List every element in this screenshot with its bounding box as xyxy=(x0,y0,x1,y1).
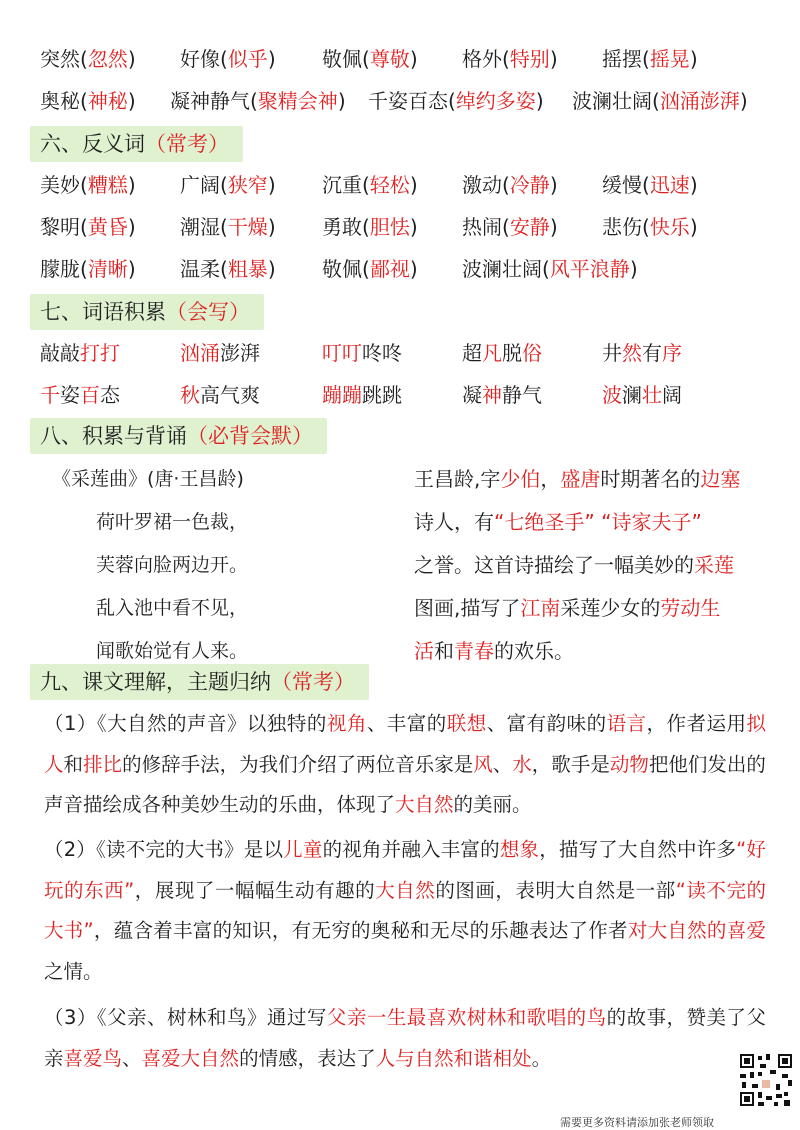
seg: 态 xyxy=(100,383,120,407)
poem-line: 芙蓉向脸两边开。 xyxy=(96,554,249,576)
seg: 神 xyxy=(482,383,502,407)
seg: 的图画，表明大自然是一部 xyxy=(435,878,676,902)
answer: 狭窄 xyxy=(227,173,268,197)
seg: 水 xyxy=(512,752,532,776)
seg: 咚咚 xyxy=(362,341,402,365)
summary-paragraph-1 xyxy=(44,704,766,826)
seg: 喜爱鸟 xyxy=(63,1046,123,1070)
seg: 千 xyxy=(40,383,60,407)
section-title: 八、积累与背诵 xyxy=(40,424,187,448)
seg: 的美丽。 xyxy=(453,793,532,816)
word: 潮湿 xyxy=(180,215,220,239)
antonym-pair: 热闹(安静) xyxy=(462,215,558,239)
seg: 图画,描写了 xyxy=(414,596,521,620)
answer: 轻松 xyxy=(369,173,410,197)
section-title: 七、词语积累 xyxy=(40,300,166,324)
seg: 想象 xyxy=(499,838,540,861)
seg: 、富有韵味的 xyxy=(486,712,607,735)
antonym-pair: 广阔(狭窄) xyxy=(180,173,276,197)
section-9-heading xyxy=(30,664,369,700)
seg: 采莲少女的 xyxy=(560,596,661,620)
seg: 对大自然的喜爱 xyxy=(627,919,766,942)
seg: 拟人 xyxy=(44,712,766,776)
seg: 诗人，有 xyxy=(414,510,494,534)
word: 热闹 xyxy=(462,215,502,239)
seg: ，描写了大自然中许多 xyxy=(539,838,737,861)
antonym-pair: 敬佩(鄙视) xyxy=(322,257,418,281)
synonym-pair: 好像(似乎) xyxy=(180,47,276,71)
synonym-pair: 敬佩(尊敬) xyxy=(322,47,418,71)
summary-paragraph-2 xyxy=(44,830,766,992)
seg: （3）《父亲、树林和鸟》通过写 xyxy=(44,1006,327,1029)
vocab-item xyxy=(602,334,682,372)
seg: 时期著名的 xyxy=(600,467,701,491)
seg: 打打 xyxy=(80,341,120,365)
antonym-pair: 黎明(黄昏) xyxy=(40,215,136,239)
seg: 之情。 xyxy=(44,959,103,983)
answer: 风平浪静 xyxy=(549,257,630,281)
vocab-item xyxy=(40,334,120,372)
seg: “诗家夫子” xyxy=(601,510,702,534)
poem-line: 荷叶罗裙一色裁， xyxy=(96,511,249,533)
seg: “七绝圣手” xyxy=(494,510,595,534)
section-tag: （常考） xyxy=(145,132,229,156)
antonym-row-2 xyxy=(0,208,800,246)
seg: 、 xyxy=(492,752,513,776)
vocab-item xyxy=(180,334,260,372)
synonym-pair: 千姿百态(绰约多姿) xyxy=(368,89,544,113)
seg: 的故事，赞美了父亲 xyxy=(44,1006,766,1070)
seg: 超 xyxy=(462,341,482,365)
synonym-pair: 波澜壮阔(汹涌澎湃) xyxy=(572,89,748,113)
answer: 绰约多姿 xyxy=(455,89,536,113)
answer: 忽然 xyxy=(87,47,128,71)
word: 黎明 xyxy=(40,215,80,239)
answer: 鄙视 xyxy=(369,257,410,281)
word: 敬佩 xyxy=(322,47,362,71)
vocab-item xyxy=(462,334,542,372)
answer: 尊敬 xyxy=(369,47,410,71)
seg: 跳跳 xyxy=(362,383,402,407)
antonym-pair: 温柔(粗暴) xyxy=(180,257,276,281)
poem-line: 乱入池中看不见， xyxy=(96,597,249,619)
seg: 。 xyxy=(531,1046,552,1070)
seg: 语言 xyxy=(606,712,647,735)
seg: 的情感，表达了 xyxy=(239,1046,376,1070)
word: 激动 xyxy=(462,173,502,197)
section-7-heading xyxy=(30,294,264,330)
word: 沉重 xyxy=(322,173,362,197)
seg: 动物 xyxy=(609,752,649,776)
seg: 井 xyxy=(602,341,622,365)
seg: 姿 xyxy=(60,383,80,407)
qr-code-icon xyxy=(738,1052,794,1108)
section-tag: （常考） xyxy=(271,670,355,694)
seg: 的视角并融入丰富的 xyxy=(322,838,500,861)
seg: “好玩的东西” xyxy=(44,838,766,902)
vocab-item xyxy=(322,376,402,414)
seg: 活 xyxy=(414,639,434,663)
summary-paragraph-3 xyxy=(44,998,766,1079)
synonym-row-1 xyxy=(0,40,800,78)
word: 凝神静气 xyxy=(170,89,250,113)
vocab-row-2 xyxy=(0,376,800,414)
seg: 喜爱大自然 xyxy=(141,1046,240,1070)
seg: 大自然 xyxy=(395,793,454,816)
poem-line: 闻歌始觉有人来。 xyxy=(96,640,249,662)
seg: 、 xyxy=(122,1046,142,1070)
word: 突然 xyxy=(40,47,80,71)
antonym-pair: 波澜壮阔(风平浪静) xyxy=(462,257,638,281)
answer: 特别 xyxy=(509,47,550,71)
word: 好像 xyxy=(180,47,220,71)
seg: 阔 xyxy=(662,383,682,407)
section-6-heading xyxy=(30,126,243,162)
seg: （1）《大自然的声音》以独特的 xyxy=(44,712,327,735)
seg: 俗 xyxy=(522,341,542,365)
answer: 汹涌澎湃 xyxy=(659,89,740,113)
answer: 迅速 xyxy=(649,173,690,197)
answer: 神秘 xyxy=(87,89,128,113)
answer: 干燥 xyxy=(227,215,268,239)
answer: 粗暴 xyxy=(227,257,268,281)
synonym-row-2 xyxy=(0,82,800,120)
word: 奥秘 xyxy=(40,89,80,113)
seg: 高气爽 xyxy=(200,383,260,407)
word: 温柔 xyxy=(180,257,220,281)
poet-intro-line xyxy=(414,592,720,621)
antonym-row-1 xyxy=(0,166,800,204)
seg: 儿童 xyxy=(283,838,323,861)
word: 勇敢 xyxy=(322,215,362,239)
answer: 聚精会神 xyxy=(257,89,338,113)
seg: 、丰富的 xyxy=(366,712,447,735)
vocab-row-1 xyxy=(0,334,800,372)
synonym-pair: 格外(特别) xyxy=(462,47,558,71)
seg: 排比 xyxy=(83,752,123,776)
seg: 的修辞手法，为我们介绍了两位音乐家是 xyxy=(122,752,474,776)
answer: 快乐 xyxy=(649,215,690,239)
vocab-item xyxy=(40,376,120,414)
vocab-item xyxy=(322,334,402,372)
synonym-pair: 凝神静气(聚精会神) xyxy=(170,89,346,113)
answer: 冷静 xyxy=(509,173,550,197)
seg: 把他们发出的声音描绘成各种美妙生动的乐曲，体现了 xyxy=(44,752,766,816)
seg: 江南 xyxy=(520,596,561,620)
seg: 凝 xyxy=(462,383,482,407)
section-tag: （必背会默） xyxy=(187,424,313,448)
section-tag: （会写） xyxy=(166,300,250,324)
answer: 黄昏 xyxy=(87,215,128,239)
answer: 摇晃 xyxy=(649,47,690,71)
synonym-pair: 摇摆(摇晃) xyxy=(602,47,698,71)
seg: 壮 xyxy=(642,383,662,407)
seg: 边塞 xyxy=(700,467,741,491)
antonym-pair: 缓慢(迅速) xyxy=(602,173,698,197)
seg: 联想 xyxy=(446,712,487,735)
antonym-pair: 激动(冷静) xyxy=(462,173,558,197)
seg: ，作者运用 xyxy=(646,712,747,735)
seg: 凡 xyxy=(482,341,502,365)
seg: 秋 xyxy=(180,383,200,407)
seg: 然 xyxy=(622,341,642,365)
word: 千姿百态 xyxy=(368,89,448,113)
word: 波澜壮阔 xyxy=(572,89,652,113)
seg: 青春 xyxy=(454,639,494,663)
poet-intro-line xyxy=(414,506,702,535)
seg: 波 xyxy=(602,383,622,407)
antonym-pair: 朦胧(清晰) xyxy=(40,257,136,281)
antonym-pair: 美妙(糟糕) xyxy=(40,173,136,197)
word: 摇摆 xyxy=(602,47,642,71)
seg: 劳动生 xyxy=(660,596,721,620)
word: 敬佩 xyxy=(322,257,362,281)
word: 悲伤 xyxy=(602,215,642,239)
seg: “读不完的大书” xyxy=(44,878,766,942)
seg: （2）《读不完的大书》是以 xyxy=(44,838,284,861)
answer: 胆怯 xyxy=(369,215,410,239)
seg: 澎湃 xyxy=(220,341,260,365)
antonym-pair: 悲伤(快乐) xyxy=(602,215,698,239)
poet-intro-line xyxy=(414,635,574,664)
vocab-item xyxy=(180,376,260,414)
seg: ，蕴含着丰富的知识，有无穷的奥秘和无尽的乐趣表达了作者 xyxy=(93,919,628,942)
word: 美妙 xyxy=(40,173,80,197)
seg: 叮叮 xyxy=(322,341,362,365)
seg: 敲敲 xyxy=(40,341,80,365)
seg: 风 xyxy=(473,752,493,776)
seg: 澜 xyxy=(622,383,642,407)
seg: 汹涌 xyxy=(180,341,220,365)
seg: 脱 xyxy=(502,341,522,365)
answer: 安静 xyxy=(509,215,550,239)
section-title: 六、反义词 xyxy=(40,132,145,156)
word: 波澜壮阔 xyxy=(462,257,542,281)
section-title: 九、课文理解，主题归纳 xyxy=(40,670,271,694)
synonym-pair: 奥秘(神秘) xyxy=(40,89,136,113)
seg: 蹦蹦 xyxy=(322,383,362,407)
word: 朦胧 xyxy=(40,257,80,281)
word: 缓慢 xyxy=(602,173,642,197)
seg: 和 xyxy=(434,639,454,663)
footer-note: 需要更多资料请添加张老师领取 xyxy=(560,1116,714,1129)
seg: ，歌手是 xyxy=(531,752,610,776)
antonym-pair: 潮湿(干燥) xyxy=(180,215,276,239)
seg: 采莲 xyxy=(694,553,734,577)
seg: 静气 xyxy=(502,383,542,407)
poet-intro-line xyxy=(414,463,740,492)
seg: 少伯 xyxy=(500,467,541,491)
seg: 视角 xyxy=(326,712,367,735)
answer: 糟糕 xyxy=(87,173,128,197)
antonym-pair: 沉重(轻松) xyxy=(322,173,418,197)
seg: ， xyxy=(540,467,561,491)
word: 广阔 xyxy=(180,173,220,197)
seg: 父亲一生最喜欢树林和歌唱的鸟 xyxy=(326,1006,607,1029)
seg: 大自然 xyxy=(375,878,436,902)
seg: ，展现了一幅幅生动有趣的 xyxy=(134,878,376,902)
poem-title: 《采莲曲》(唐·王昌龄) xyxy=(52,468,244,490)
answer: 似乎 xyxy=(227,47,268,71)
vocab-item xyxy=(462,376,542,414)
seg: 和 xyxy=(63,752,84,776)
seg: 之誉。这首诗描绘了一幅美妙的 xyxy=(414,553,694,577)
seg: 的欢乐。 xyxy=(494,639,574,663)
poet-intro-line xyxy=(414,549,734,578)
section-8-heading xyxy=(30,418,327,454)
antonym-pair: 勇敢(胆怯) xyxy=(322,215,418,239)
antonym-row-3 xyxy=(0,250,800,288)
seg: 人与自然和谐相处 xyxy=(375,1046,532,1070)
seg: 有 xyxy=(642,341,662,365)
seg: 百 xyxy=(80,383,100,407)
word: 格外 xyxy=(462,47,502,71)
seg: 盛唐 xyxy=(560,467,601,491)
seg: 序 xyxy=(662,341,682,365)
vocab-item xyxy=(602,376,682,414)
answer: 清晰 xyxy=(87,257,128,281)
seg: 王昌龄,字 xyxy=(414,467,501,491)
synonym-pair: 突然(忽然) xyxy=(40,47,136,71)
